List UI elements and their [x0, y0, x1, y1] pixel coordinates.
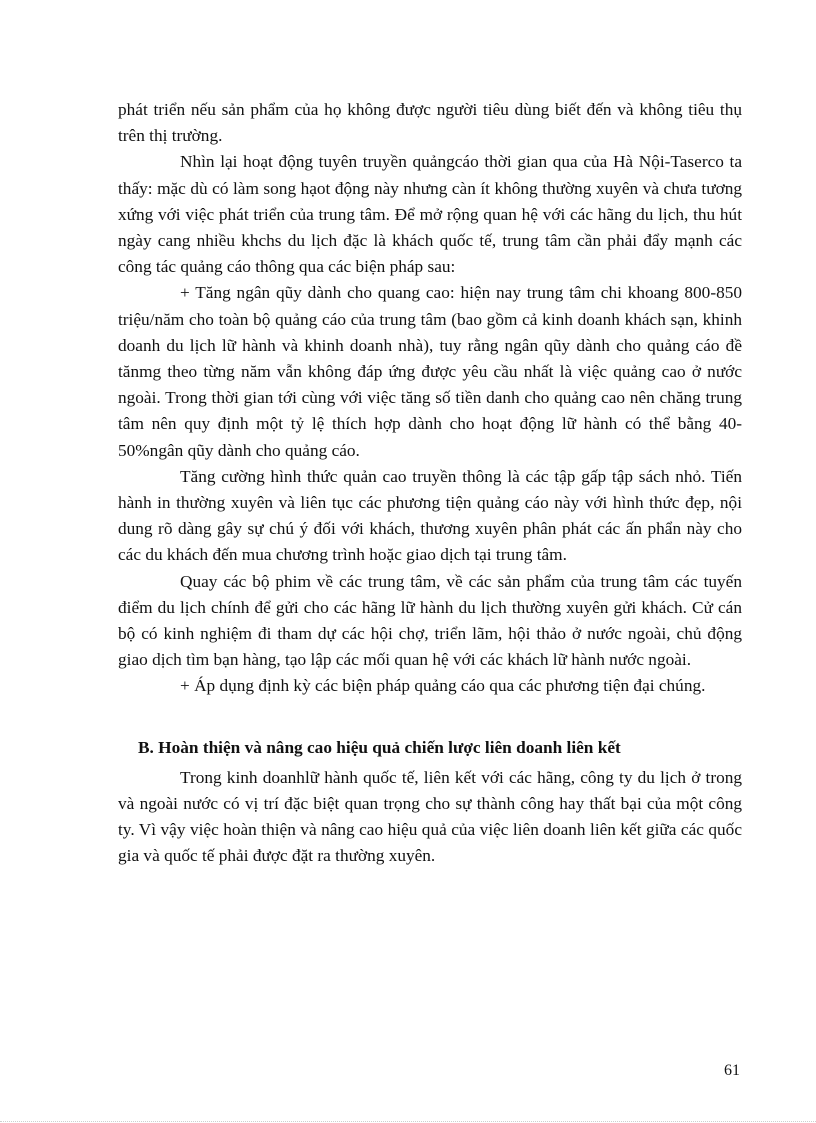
- page-bottom-border: [0, 1121, 816, 1122]
- section-heading: B. Hoàn thiện và nâng cao hiệu quả chiến lược liên doanh liên kết: [138, 737, 621, 757]
- paragraph-joint-venture: Trong kinh doanhlữ hành quốc tế, liên kết với các hãng, công ty du lịch ở trong và ngoài nước có vị trí đặc biệt quan trọng cho sự thành công hay thất bại của một công ty. Vì vậy việc hoàn thiện và nâng cao hiệu quả của việc liên doanh liên kết giữa các quốc gia và quốc tế phải được đặt ra thường xuyên.: [118, 767, 742, 866]
- paragraph-budget: + Tăng ngân qũy dành cho quang cao: hiện nay trung tâm chi khoang 800-850 triệu/năm cho toàn bộ quảng cáo của trung tâm (bao gồm cả kinh doanh khách sạn, khinh doanh du lịch lữ hành và khinh doanh nhà), tuy rằng ngân qũy dành cho quảng cáo đề tănmg theo từng năm vẫn không đáp ứng được yêu cầu nhất là việc quảng cao ở nước ngoài. Trong thời gian tới cùng với việc tăng số tiền danh cho quảng cao nên chăng trung tâm nên quy định một tỷ lệ thích hợp dành cho hoạt động lữ hành có thể bằng 40-50%ngân qũy dành cho quảng cáo.: [118, 283, 742, 460]
- paragraph-mass-media: + Áp dụng định kỳ các biện pháp quảng cáo qua các phương tiện đại chúng.: [180, 676, 706, 696]
- paragraph-films-fairs: Quay các bộ phim về các trung tâm, về các sản phẩm của trung tâm các tuyến điểm du lịch chính để gửi cho các hãng lữ hành du lịch thường xuyên gửi khách. Cử cán bộ có kinh nghiệm đi tham dự các hội chợ, triển lãm, hội thảo ở nước ngoài, chủ động giao dịch tìm bạn hàng, tạo lập các mối quan hệ với các khách lữ hành nước ngoài.: [118, 571, 742, 670]
- paragraph-continuation: phát triển nếu sản phẩm của họ không được người tiêu dùng biết đến và không tiêu thụ trên thị trường.: [118, 100, 742, 146]
- paragraph-review: Nhìn lại hoạt động tuyên truyền quảngcáo thời gian qua của Hà Nội-Taserco ta thấy: mặc dù có làm song hạot động này nhưng càn ít không thường xuyên và chưa tương xứng với việc phát triển của trung tâm. Để mở rộng quan hệ với các hãng du lịch, thu hút ngày cang nhiều khchs du lịch đặc là khách quốc tế, trung tâm cần phải đẩy mạnh các công tác quảng cáo thông qua các biện pháp sau:: [118, 152, 742, 277]
- page-content: [118, 97, 742, 870]
- paragraph-print-media: Tăng cường hình thức quản cao truyền thông là các tập gấp tập sách nhỏ. Tiến hành in thường xuyên và liên tục các phương tiện quảng cáo này với hình thức đẹp, nội dung rõ dàng gây sự chú ý đối với khách, thương xuyên phân phát các ấn phẩn này cho các du khách đến mua chương trình hoặc giao dịch tại trung tâm.: [118, 466, 742, 565]
- page-number: 61: [724, 1062, 740, 1079]
